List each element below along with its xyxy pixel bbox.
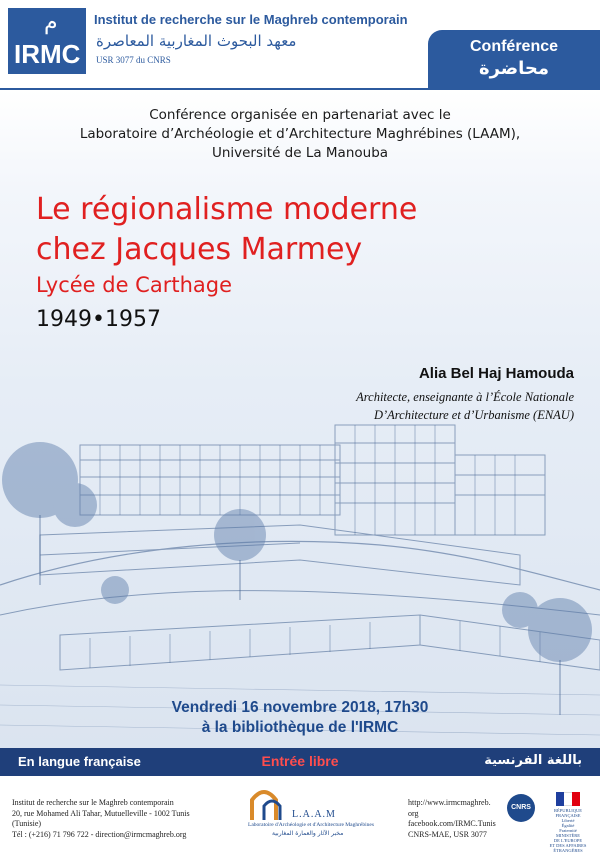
partnership-line-2: Laboratoire d’Archéologie et d’Architecture Maghrébines (LAAM), xyxy=(79,126,521,142)
website-link[interactable]: http://www.irmcmaghreb. xyxy=(408,798,491,807)
irmc-logo xyxy=(8,8,86,74)
laam-logo xyxy=(242,782,392,844)
republic-line: Fraternité xyxy=(559,828,577,833)
contact-links xyxy=(408,798,508,840)
french-flag-icon xyxy=(556,792,580,806)
partnership-line-3: Université de La Manouba xyxy=(211,145,389,161)
republic-text xyxy=(546,808,590,853)
republic-line: Égalité xyxy=(561,823,575,828)
address-line: Institut de recherche sur le Maghreb contemporain xyxy=(12,798,174,807)
republic-line: Liberté xyxy=(561,818,575,823)
language-ar: باللغة الفرنسية xyxy=(484,753,582,768)
laam-name-fr: Laboratoire d'Archéologie et d'Architecture Maghrébines xyxy=(248,822,374,828)
address-block xyxy=(12,798,227,840)
address-line: 20, rue Mohamed Ali Tahar, Mutuelleville - 1002 Tunis xyxy=(12,808,190,818)
laam-name-ar: مخبر الآثار والعمارة المغاربية xyxy=(272,830,344,837)
republic-line: MINISTÈRE xyxy=(556,833,580,838)
event-type-tab xyxy=(428,30,600,90)
republic-line: ET DES AFFAIRES xyxy=(549,843,587,848)
event-type-ar: محاضرة xyxy=(478,58,550,79)
partnership-line-1: Conférence organisée en partenariat avec le xyxy=(149,107,451,123)
laam-name: L.A.A.M xyxy=(292,809,336,820)
conference-title xyxy=(36,190,417,270)
institute-usr: USR 3077 du CNRS xyxy=(96,55,171,65)
free-entry: Entrée libre xyxy=(261,753,339,769)
footer xyxy=(0,776,600,853)
irmc-logo-text: IRMC xyxy=(14,39,81,69)
address-line: Tél : (+216) 71 796 722 - direction@irmcmaghreb.org xyxy=(12,829,187,839)
cnrs-logo: CNRS xyxy=(507,794,535,822)
lycee-carthage-sketch xyxy=(0,385,600,748)
header xyxy=(0,0,600,80)
info-band xyxy=(0,748,600,776)
speaker-role-line-1: Architecte, enseignante à l’École Nationale xyxy=(356,390,574,404)
republique-francaise-logo xyxy=(546,792,590,853)
title-line-2: chez Jacques Marmey xyxy=(36,232,363,267)
language-fr: En langue française xyxy=(18,754,141,769)
main-area xyxy=(0,90,600,748)
speaker-role-line-2: D’Architecture et d’Urbanisme (ENAU) xyxy=(373,408,574,422)
conference-subtitle: Lycée de Carthage xyxy=(36,273,233,297)
event-place: à la bibliothèque de l'IRMC xyxy=(201,719,399,736)
speaker-name: Alia Bel Haj Hamouda xyxy=(418,365,574,382)
facebook-link[interactable]: facebook.com/IRMC.Tunis xyxy=(408,819,496,828)
event-type-fr: Conférence xyxy=(469,38,559,55)
irmc-logo-mark: م xyxy=(44,10,58,35)
institute-name-fr: Institut de recherche sur le Maghreb contemporain xyxy=(94,12,408,27)
title-line-1: Le régionalisme moderne xyxy=(36,192,418,227)
partnership-note xyxy=(0,106,600,163)
event-details xyxy=(0,698,600,738)
website-link-cont[interactable]: org xyxy=(408,808,419,818)
cnrs-usr: CNRS-MAE, USR 3077 xyxy=(408,829,487,839)
republic-line: RÉPUBLIQUE FRANÇAISE xyxy=(554,808,582,818)
address-line: (Tunisie) xyxy=(12,819,42,828)
republic-line: ÉTRANGÈRES xyxy=(553,848,583,853)
event-date: Vendredi 16 novembre 2018, 17h30 xyxy=(171,699,429,716)
republic-line: DE L'EUROPE xyxy=(553,838,583,843)
conference-years: 1949•1957 xyxy=(36,307,161,332)
institute-name-ar: معهد البحوث المغاربية المعاصرة xyxy=(96,32,297,50)
